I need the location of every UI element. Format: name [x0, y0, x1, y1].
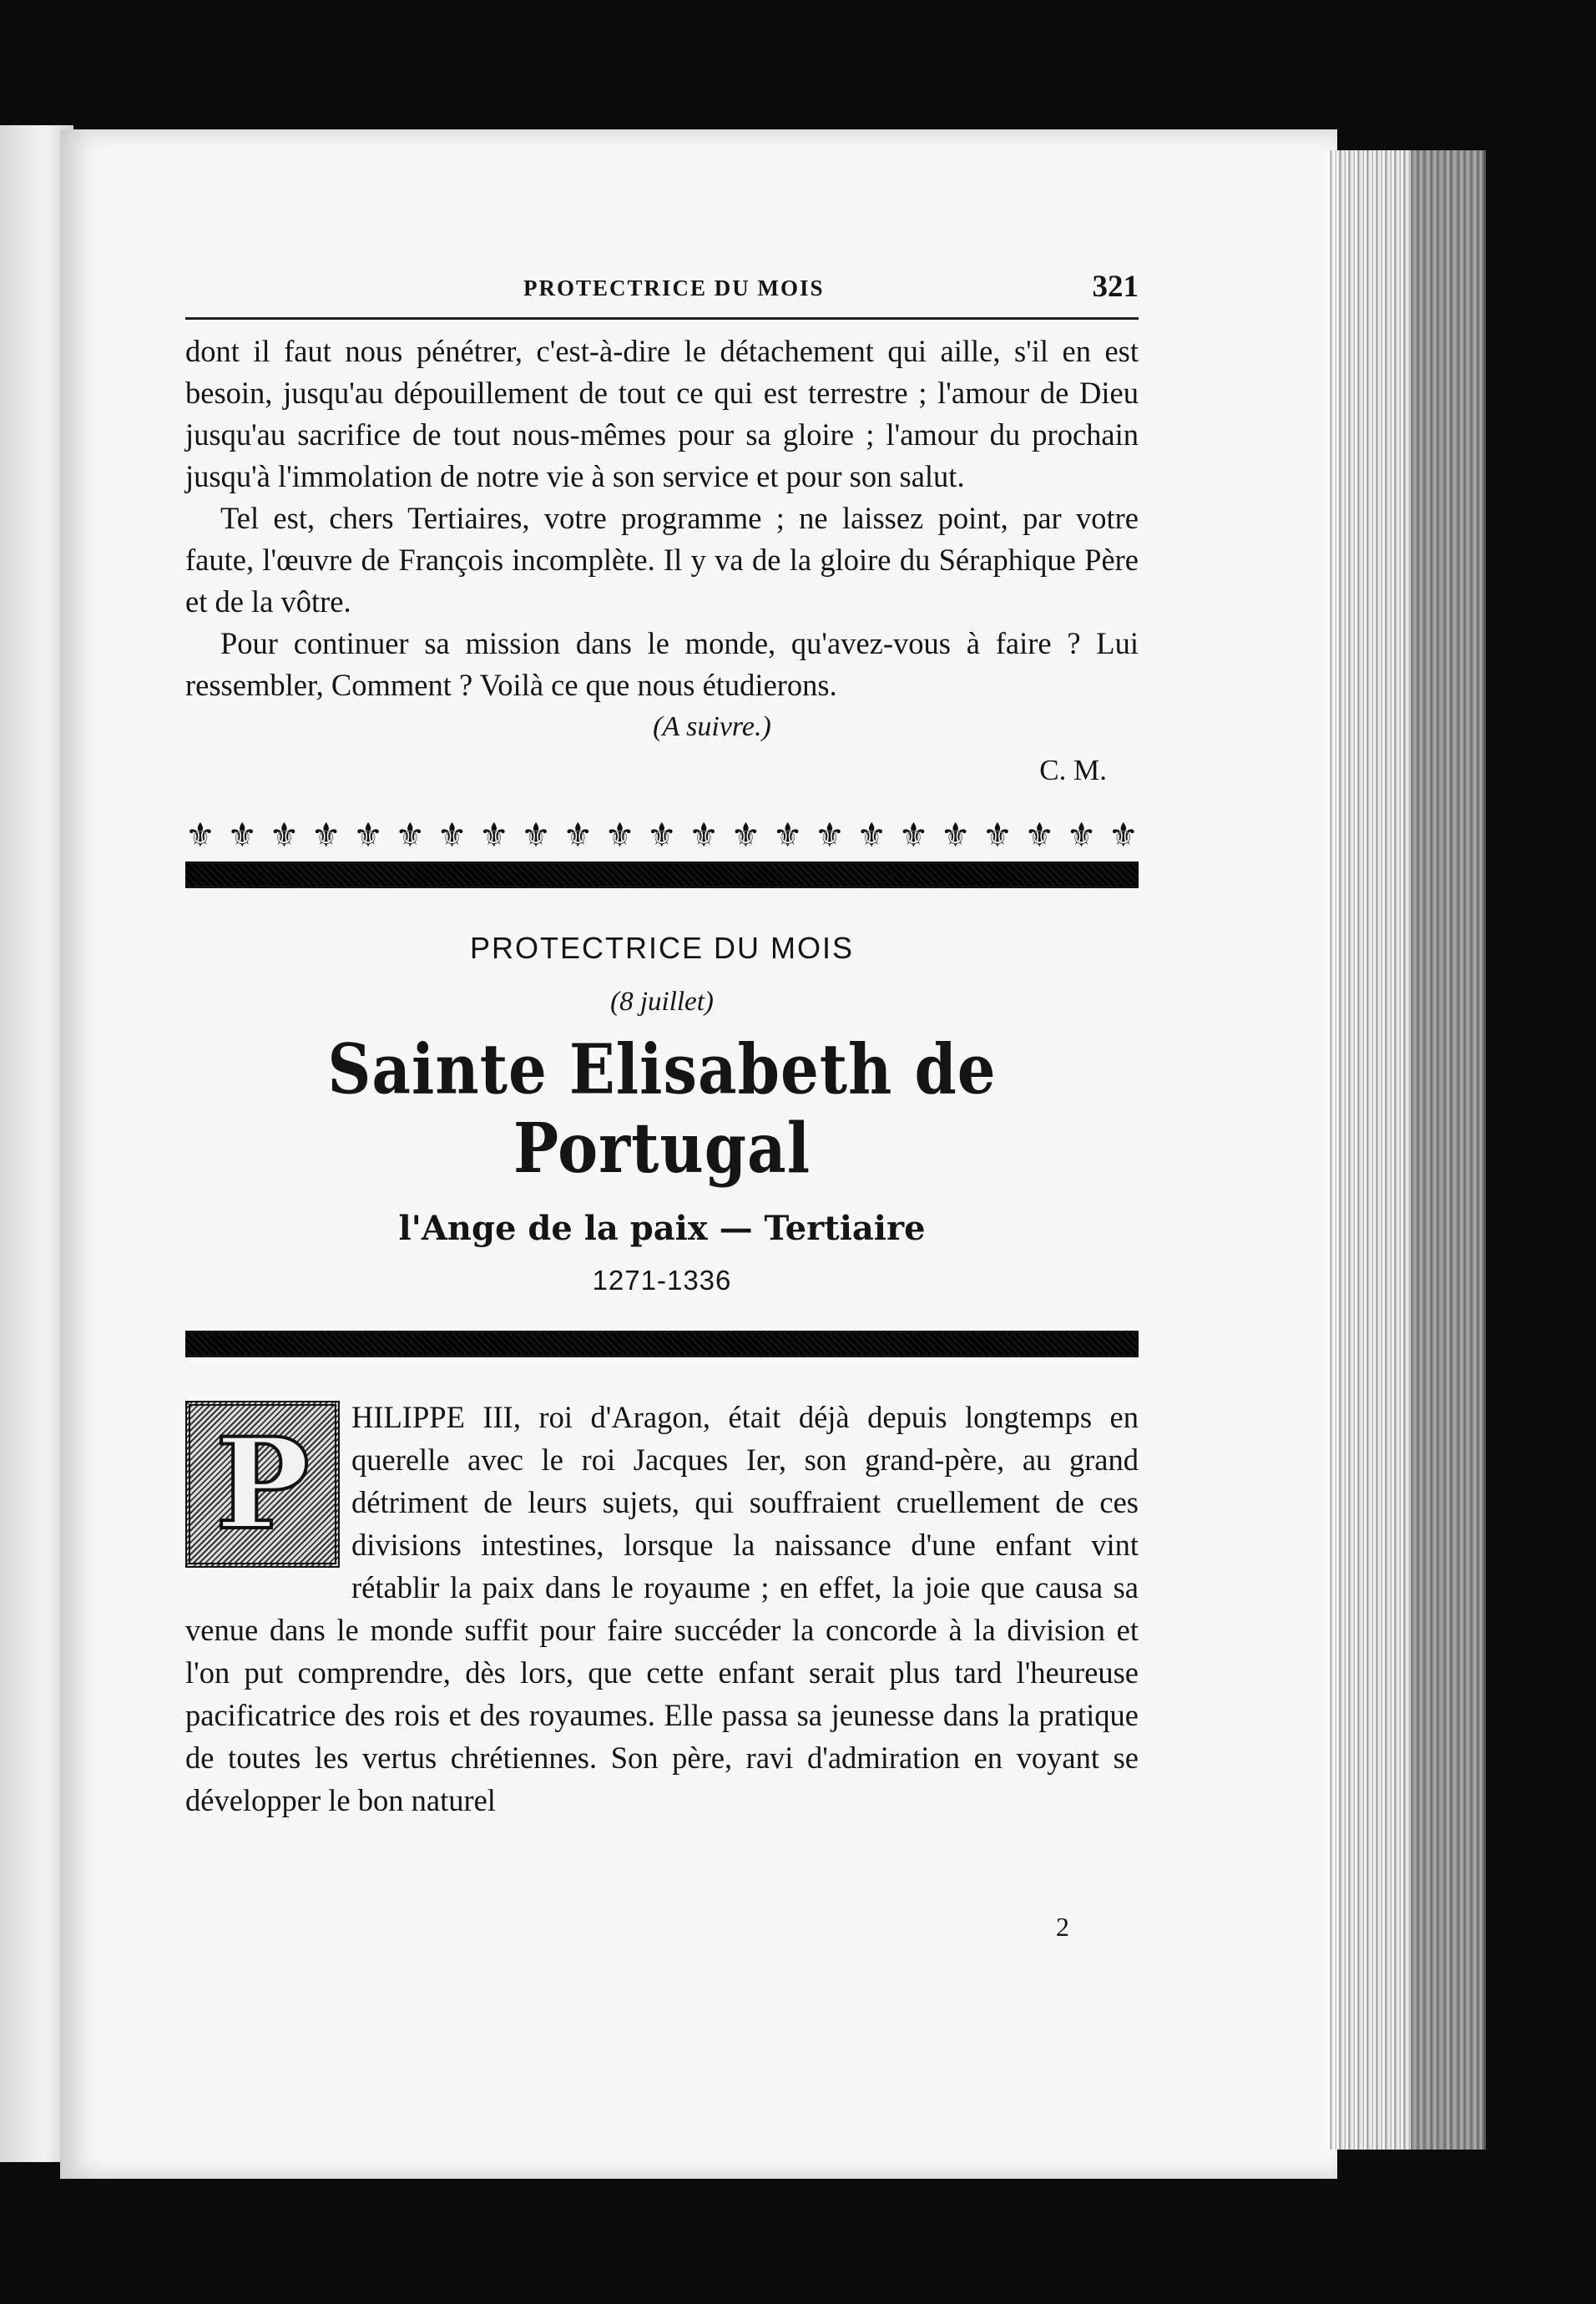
paragraph: Tel est, chers Tertiaires, votre programme ; ne laissez point, par votre faute, l'œuvre de François incomplète. Il y va de la gloire du Séraphique Père et de la vôtre.	[185, 501, 1139, 619]
running-head	[185, 267, 1139, 320]
fleur-de-lis-icon: ⚜	[772, 818, 803, 853]
fleur-de-lis-icon: ⚜	[1066, 818, 1097, 853]
running-title: PROTECTRICE DU MOIS	[523, 275, 825, 301]
article-title: Sainte Elisabeth de Portugal	[327, 1028, 997, 1189]
fleur-de-lis-icon: ⚜	[478, 818, 509, 853]
dropcap-letter: P	[215, 1411, 310, 1558]
ornamental-band	[185, 861, 1139, 888]
fleur-de-lis-icon: ⚜	[269, 818, 300, 853]
continued-note: (A suivre.)	[653, 711, 771, 742]
fleur-de-lis-icon: ⚜	[646, 818, 677, 853]
fleur-de-lis-icon: ⚜	[1024, 818, 1055, 853]
signature-mark: 2	[1056, 1912, 1069, 1942]
fleur-de-lis-icon: ⚜	[814, 818, 845, 853]
fleur-de-lis-icon: ⚜	[395, 818, 426, 853]
text-block	[185, 267, 1139, 1821]
paragraph: Pour continuer sa mission dans le monde, qu'avez-vous à faire ? Lui ressembler, Comment ? Voilà ce que nous étudierons.	[185, 626, 1139, 702]
article-body	[185, 1396, 1139, 1821]
fleur-de-lis-icon: ⚜	[982, 818, 1013, 853]
fleur-de-lis-icon: ⚜	[1108, 818, 1139, 853]
body-text: III, roi d'Aragon, était déjà depuis longtemps en querelle avec le roi Jacques Ier, son grand-père, au grand détriment de leurs sujets, qui souffraient cruellement de ces divisions intestines, lorsque la naissance d'une enfant vint rétablir la paix dans le royaume ; en effet, la joie que causa sa venue dans le monde suffit pour faire succéder la concorde à la division et l'on put comprendre, dès lors, que cette enfant serait plus tard l'heureuse pacificatrice des rois et des royaumes. Elle passa sa jeunesse dans la pratique de toutes les vertus chrétiennes. Son père, ravi d'admiration en voyant se développer le bon naturel	[185, 1400, 1139, 1817]
section-heading: PROTECTRICE DU MOIS	[469, 931, 854, 965]
fleur-de-lis-icon: ⚜	[437, 818, 467, 853]
fleur-de-lis-icon: ⚜	[604, 818, 635, 853]
ornamental-band	[185, 1331, 1139, 1357]
fleur-de-lis-icon: ⚜	[185, 818, 215, 853]
fleuron-ornament-row	[185, 818, 1139, 853]
fleur-de-lis-icon: ⚜	[940, 818, 971, 853]
illuminated-initial-icon	[185, 1401, 340, 1568]
fleur-de-lis-icon: ⚜	[521, 818, 551, 853]
fleur-de-lis-icon: ⚜	[227, 818, 258, 853]
feast-date: (8 juillet)	[610, 987, 714, 1017]
fleur-de-lis-icon: ⚜	[563, 818, 593, 853]
paragraph: dont il faut nous pénétrer, c'est-à-dire le détachement qui aille, s'il en est besoin, jusqu'au dépouillement de tout ce qui est terrestre ; l'amour de Dieu jusqu'au sacrifice de tout nous-mêmes pour sa gloire ; l'amour du prochain jusqu'à l'immolation de notre vie à son service et pour son salut.	[185, 334, 1139, 493]
fleur-de-lis-icon: ⚜	[311, 818, 341, 853]
fleur-de-lis-icon: ⚜	[856, 818, 887, 853]
fleur-de-lis-icon: ⚜	[730, 818, 761, 853]
fleur-de-lis-icon: ⚜	[353, 818, 383, 853]
article-subtitle: l'Ange de la paix — Tertiaire	[398, 1209, 926, 1248]
previous-article	[185, 331, 1139, 793]
fleur-de-lis-icon: ⚜	[689, 818, 720, 853]
page-fore-edge-shadow	[1411, 150, 1486, 2150]
author-signature: C. M.	[1039, 754, 1107, 786]
page-number: 321	[1092, 270, 1139, 304]
life-years: 1271-1336	[592, 1265, 732, 1296]
first-word-rest: HILIPPE	[351, 1400, 465, 1434]
fleur-de-lis-icon: ⚜	[898, 818, 929, 853]
